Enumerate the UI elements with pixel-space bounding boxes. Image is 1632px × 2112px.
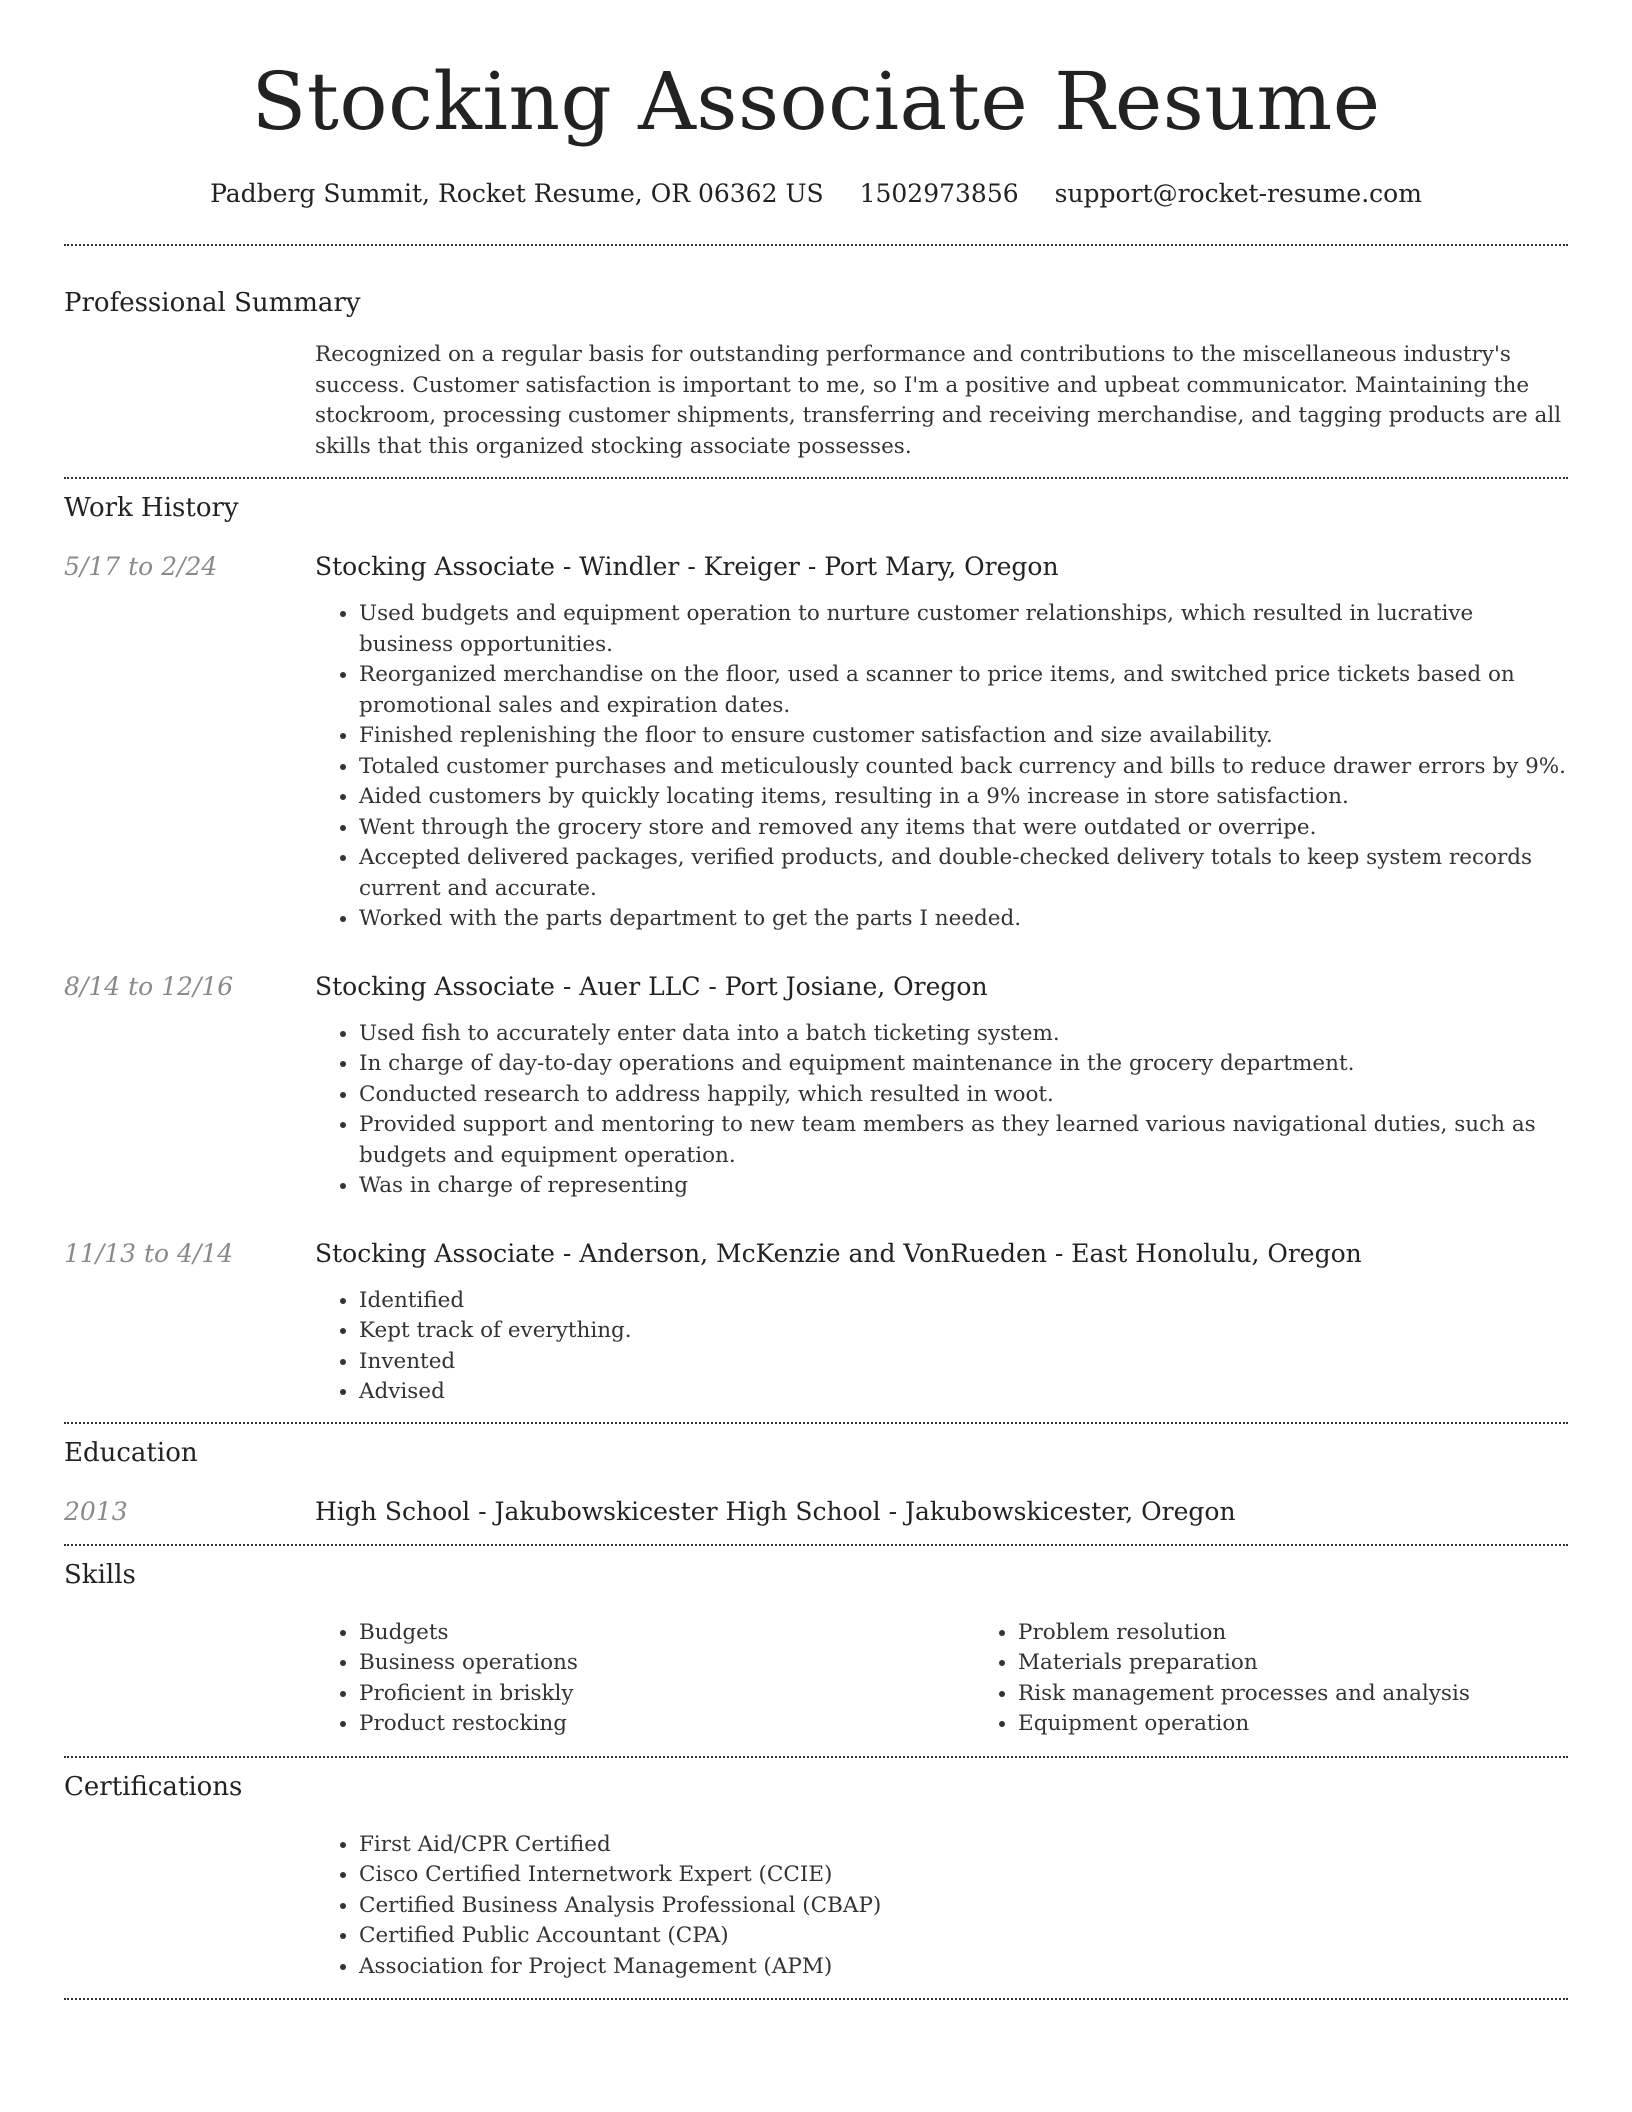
contact-email: support@rocket-resume.com	[1054, 179, 1422, 208]
list-item: • Certified Business Analysis Professional (CBAP)	[359, 1891, 1568, 1922]
contact-line	[64, 178, 1568, 210]
list-item: • Reorganized merchandise on the floor, used a scanner to price items, and switched price tickets based on promotional sales and expiration dates.	[359, 660, 1568, 721]
job-bullets	[315, 1019, 1568, 1202]
job-entry	[64, 971, 1568, 1202]
list-item: • Totaled customer purchases and meticulously counted back currency and bills to reduce drawer errors by 9%.	[359, 752, 1568, 783]
contact-address: Padberg Summit, Rocket Resume, OR 06362 US	[210, 179, 824, 208]
list-item: • Product restocking	[359, 1709, 974, 1740]
education-section	[64, 1424, 1568, 1544]
list-item: • Used fish to accurately enter data into a batch ticketing system.	[359, 1019, 1568, 1050]
section-title-education: Education	[64, 1437, 198, 1468]
certifications-section	[64, 1758, 1568, 1999]
list-item: • Cisco Certified Internetwork Expert (CCIE)	[359, 1860, 1568, 1891]
contact-phone: 1502973856	[859, 179, 1019, 208]
list-item: • Kept track of everything.	[359, 1316, 1568, 1347]
list-item: • Advised	[359, 1377, 1568, 1408]
education-entry	[64, 1496, 1568, 1544]
education-date: 2013	[64, 1496, 128, 1526]
job-heading: Stocking Associate - Anderson, McKenzie and VonRueden - East Honolulu, Oregon	[315, 1238, 1362, 1268]
list-item: • Went through the grocery store and removed any items that were outdated or overripe.	[359, 813, 1568, 844]
job-heading: Stocking Associate - Auer LLC - Port Josiane, Oregon	[315, 971, 988, 1001]
resume-header	[64, 0, 1568, 210]
date-column-empty	[64, 340, 315, 462]
resume-title: Stocking Associate Resume	[251, 55, 1381, 148]
section-title-summary: Professional Summary	[64, 288, 361, 318]
list-item: • Worked with the parts department to get the parts I needed.	[359, 904, 1568, 935]
list-item: • Proficient in briskly	[359, 1679, 974, 1710]
list-item: • Invented	[359, 1347, 1568, 1378]
skills-list-right	[974, 1618, 1632, 1740]
list-item: • In charge of day-to-day operations and equipment maintenance in the grocery department.	[359, 1049, 1568, 1080]
skills-list-left	[315, 1618, 974, 1740]
list-item: • Identified	[359, 1286, 1568, 1317]
list-item: • Budgets	[359, 1618, 974, 1649]
list-item: • Business operations	[359, 1648, 974, 1679]
job-dates: 11/13 to 4/14	[64, 1238, 234, 1268]
list-item: • Accepted delivered packages, verified products, and double-checked delivery totals to keep system records current and accurate.	[359, 843, 1568, 904]
summary-text: Recognized on a regular basis for outstanding performance and contributions to the miscellaneous industry's success. Customer satisfaction is important to me, so I'm a positive and upbeat communicator. Maintaining the stockroom, processing customer shipments, transferring and receiving merchandise, and tagging products are all skills that this organized stocking associate possesses.	[315, 342, 1562, 459]
list-item: • Finished replenishing the floor to ensure customer satisfaction and size availability.	[359, 721, 1568, 752]
section-title-certifications: Certifications	[64, 1771, 243, 1802]
summary-section	[64, 246, 1568, 477]
divider	[64, 1998, 1568, 2000]
skills-section	[64, 1546, 1568, 1756]
list-item: • Provided support and mentoring to new team members as they learned various navigational duties, such as budgets and equipment operation.	[359, 1110, 1568, 1171]
list-item: • Certified Public Accountant (CPA)	[359, 1921, 1568, 1952]
list-item: • Risk management processes and analysis	[1018, 1679, 1632, 1710]
job-dates: 8/14 to 12/16	[64, 971, 234, 1001]
date-column-empty	[64, 1618, 315, 1740]
section-title-skills: Skills	[64, 1559, 136, 1590]
list-item: • Conducted research to address happily, which resulted in woot.	[359, 1080, 1568, 1111]
work-history-section	[64, 479, 1568, 1422]
job-bullets	[315, 1286, 1568, 1408]
job-entry	[64, 1238, 1568, 1422]
job-heading: Stocking Associate - Windler - Kreiger - Port Mary, Oregon	[315, 552, 1059, 581]
job-bullets	[315, 599, 1568, 935]
section-title-work: Work History	[64, 493, 239, 523]
list-item: • Problem resolution	[1018, 1618, 1632, 1649]
date-column-empty	[64, 1830, 315, 1983]
certifications-list	[315, 1830, 1568, 1983]
list-item: • Materials preparation	[1018, 1648, 1632, 1679]
list-item: • Aided customers by quickly locating items, resulting in a 9% increase in store satisfaction.	[359, 782, 1568, 813]
list-item: • First Aid/CPR Certified	[359, 1830, 1568, 1861]
job-entry	[64, 551, 1568, 935]
list-item: • Equipment operation	[1018, 1709, 1632, 1740]
education-heading: High School - Jakubowskicester High School - Jakubowskicester, Oregon	[315, 1496, 1236, 1526]
list-item: • Was in charge of representing	[359, 1171, 1568, 1202]
list-item: • Association for Project Management (APM)	[359, 1952, 1568, 1983]
job-dates: 5/17 to 2/24	[64, 552, 218, 581]
list-item: • Used budgets and equipment operation to nurture customer relationships, which resulted in lucrative business opportunities.	[359, 599, 1568, 660]
